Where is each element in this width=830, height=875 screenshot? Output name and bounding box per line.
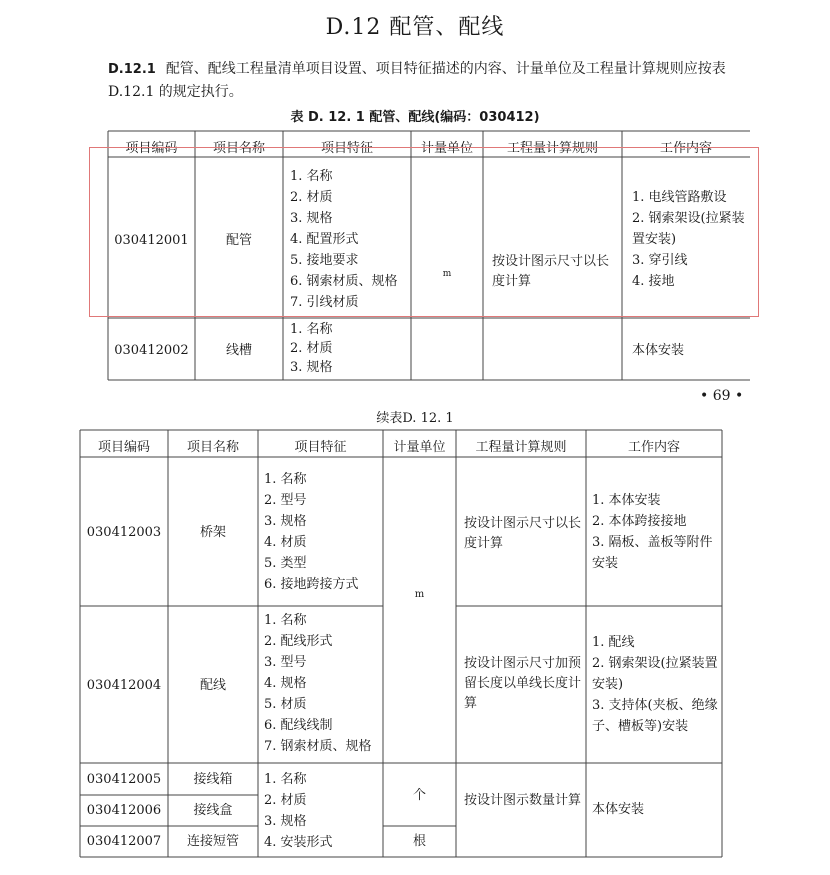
feature-item: 材质	[280, 793, 307, 808]
t2-header-rule: 工程量计算规则	[475, 440, 567, 455]
work-item: 2. 钢索架设(拉紧装置安装)	[592, 656, 718, 692]
t2-r5-code: 030412007	[86, 834, 162, 849]
feature-item: 型号	[280, 493, 307, 508]
t2-header-code: 项目编码	[97, 440, 150, 455]
t2-r2-features	[264, 610, 372, 757]
t2-r1-code: 030412003	[86, 525, 162, 540]
table2-caption: 续表D. 12. 1	[376, 411, 454, 426]
feature-item: 名称	[280, 772, 307, 787]
t2-r4-code: 030412006	[86, 803, 162, 818]
t2-header-feature: 项目特征	[294, 440, 347, 455]
t1-header-rule: 工程量计算规则	[506, 141, 598, 156]
t1-header-feature: 项目特征	[320, 141, 373, 156]
t1-r2-work: 本体安装	[632, 343, 685, 358]
t2-r4-name: 接线盒	[193, 803, 233, 818]
feature-item: 名称	[280, 472, 307, 487]
t1-r2-features	[290, 320, 333, 377]
feature-item: 配线形式	[280, 634, 333, 649]
feature-item: 规格	[280, 814, 307, 829]
t2-r5-name: 连接短管	[186, 834, 239, 849]
feature-item: 名称	[280, 613, 307, 628]
t1-r1-rule: 按设计图示尺寸以长度计算	[492, 254, 610, 289]
t2-unit-gen: 根	[412, 834, 426, 849]
feature-item: 配置形式	[306, 232, 359, 247]
work-item: 2. 本体跨接接地	[592, 514, 687, 529]
feature-item: 安装形式	[280, 835, 333, 850]
feature-item: 材质	[306, 341, 333, 356]
t2-unit-m: m	[414, 589, 425, 600]
feature-item: 名称	[306, 169, 333, 184]
feature-item: 材质	[306, 190, 333, 205]
work-item: 3. 支持体(夹板、绝缘子、槽板等)安装	[592, 698, 718, 734]
intro-ref: D.12.1	[108, 62, 156, 77]
feature-item: 配线线制	[280, 718, 333, 733]
t1-r1-name: 配管	[225, 233, 252, 248]
highlight-box	[89, 147, 759, 317]
section-title: D.12 配管、配线	[325, 15, 505, 40]
t2-r1-features	[264, 469, 359, 595]
t2-r2-rule: 按设计图示尺寸加预留长度以单线长度计算	[464, 656, 582, 711]
intro-text: 配管、配线工程量清单项目设置、项目特征描述的内容、计量单位及工程量计算规则应按表D.12.1 的规定执行。	[108, 61, 726, 100]
work-item: 3. 隔板、盖板等附件安装	[592, 535, 713, 571]
work-item: 1. 电线管路敷设	[632, 190, 727, 205]
table1-caption: 表 D. 12. 1 配管、配线(编码：030412)	[290, 110, 540, 125]
feature-item: 规格	[306, 211, 333, 226]
t1-header-unit: 计量单位	[420, 141, 473, 156]
t2-group-rule: 按设计图示数量计算	[464, 793, 582, 808]
t1-header-name: 项目名称	[212, 141, 265, 156]
t2-r1-work	[592, 490, 720, 574]
feature-item: 引线材质	[306, 295, 359, 310]
feature-item: 钢索材质、规格	[306, 274, 398, 289]
t2-r1-name: 桥架	[199, 525, 226, 540]
t2-header-name: 项目名称	[186, 440, 239, 455]
feature-item: 名称	[306, 322, 333, 337]
t2-header-work: 工作内容	[627, 440, 680, 455]
t1-r1-code: 030412001	[114, 233, 189, 248]
work-item: 4. 接地	[632, 274, 675, 289]
t2-r2-work	[592, 632, 720, 737]
t2-r2-name: 配线	[199, 678, 226, 693]
feature-item: 型号	[280, 655, 307, 670]
feature-item: 钢索材质、规格	[280, 739, 372, 754]
t2-header-unit: 计量单位	[393, 440, 446, 455]
feature-item: 接地要求	[306, 253, 359, 268]
t2-r3-code: 030412005	[86, 772, 162, 787]
feature-item: 类型	[280, 556, 307, 571]
feature-item: 规格	[280, 514, 307, 529]
feature-item: 材质	[280, 535, 307, 550]
work-item: 3. 穿引线	[632, 253, 688, 268]
t1-header-work: 工作内容	[659, 141, 712, 156]
feature-item: 接地跨接方式	[280, 577, 359, 592]
feature-item: 材质	[280, 697, 307, 712]
feature-item: 规格	[280, 676, 307, 691]
t1-r1-unit: m	[442, 269, 452, 279]
t1-r2-code: 030412002	[114, 343, 189, 358]
page-number: • 69 •	[700, 388, 744, 404]
t2-group-features	[264, 769, 333, 853]
t2-r3-name: 接线箱	[193, 772, 233, 787]
t2-r1-rule: 按设计图示尺寸以长度计算	[464, 516, 582, 551]
feature-item: 规格	[306, 360, 333, 375]
t2-unit-ge: 个	[412, 788, 426, 803]
t2-group-work: 本体安装	[592, 802, 645, 817]
t1-header-code: 项目编码	[125, 141, 178, 156]
work-item: 1. 本体安装	[592, 493, 661, 508]
work-item: 1. 配线	[592, 635, 635, 650]
t2-r2-code: 030412004	[86, 678, 162, 693]
work-item: 2. 钢索架设(拉紧装置安装)	[632, 211, 745, 247]
t1-r2-name: 线槽	[225, 343, 252, 358]
